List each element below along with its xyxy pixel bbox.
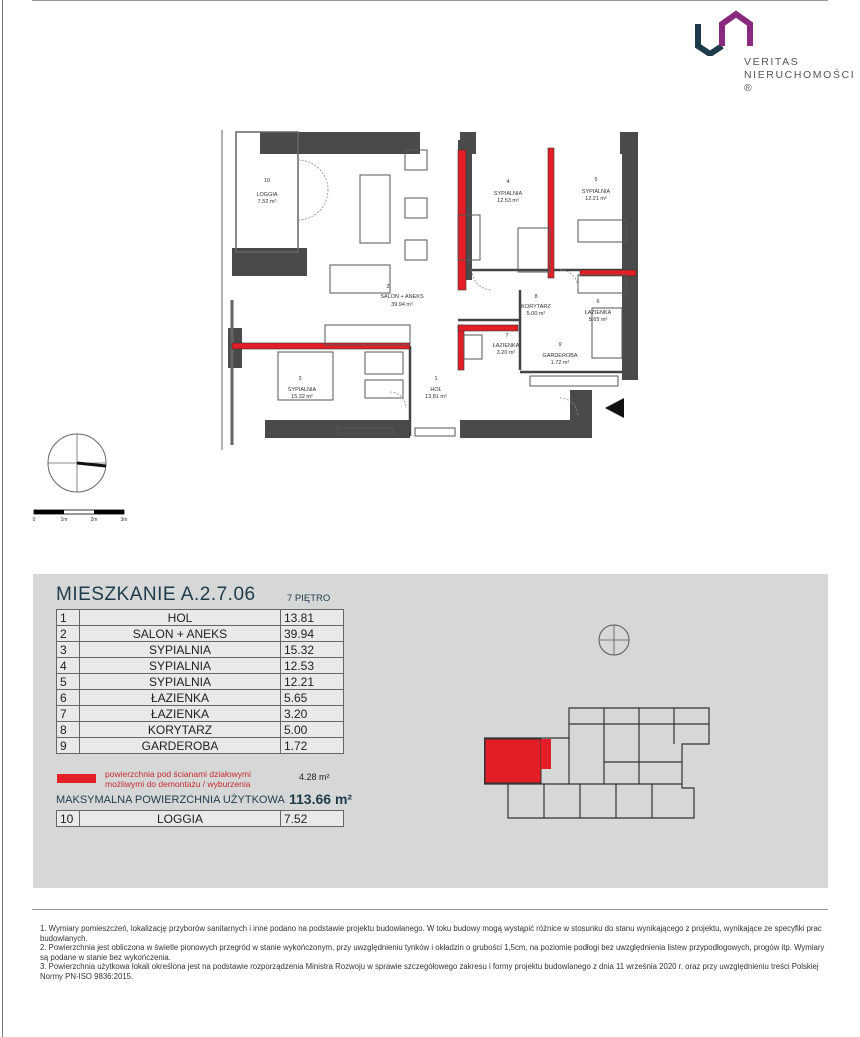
room-no: 8 [57, 722, 80, 738]
compass-icon [44, 430, 110, 496]
label-no-7: 7 [505, 333, 509, 339]
room-no: 3 [57, 642, 80, 658]
table-row [57, 722, 344, 738]
legend-line-2: możliwymi do demontażu / wyburzenia [105, 779, 251, 789]
label-no-5: 5 [594, 177, 598, 183]
room-area: 5.65 [281, 690, 344, 706]
label-korytarz: KORYTARZ [521, 304, 551, 310]
building-key-plan [484, 704, 714, 822]
loggia-area: 7.52 [281, 811, 344, 827]
room-name: HOL [80, 610, 281, 626]
label-lazienka-7-area: 3.20 m² [496, 350, 516, 356]
label-sypialnia-5: SYPIALNIA [581, 189, 611, 195]
label-sypialnia-4: SYPIALNIA [493, 191, 523, 197]
room-name: SYPIALNIA [80, 658, 281, 674]
room-area: 1.72 [281, 738, 344, 754]
max-area-label: MAKSYMALNA POWIERZCHNIA UŻYTKOWA [56, 794, 285, 806]
label-no-2: 2 [386, 284, 390, 290]
room-area: 13.81 [281, 610, 344, 626]
label-sypialnia-4-area: 12.53 m² [497, 198, 519, 204]
footnotes [40, 924, 825, 982]
logo-line-2: NIERUCHOMOŚCI ® [744, 69, 856, 94]
room-name: ŁAZIENKA [80, 706, 281, 722]
footnote-1: 1. Wymiary pomieszczeń, lokalizację przyborów sanitarnych i inne podano na podstawie projektu budowlanego. W toku budowy mogą wystąpić różnice w stosunku do stanu wynikającego z projektu, wynikające ze specyfiki prac budowlanych. [40, 924, 822, 943]
table-row [57, 706, 344, 722]
rooms-table [56, 609, 344, 754]
floor-plan [210, 120, 650, 460]
label-no-9: 9 [558, 342, 562, 348]
room-area: 3.20 [281, 706, 344, 722]
room-name: SYPIALNIA [80, 642, 281, 658]
label-hol-area: 13.81 m² [425, 394, 447, 400]
room-area: 12.21 [281, 674, 344, 690]
table-row [57, 642, 344, 658]
room-area: 5.00 [281, 722, 344, 738]
scale-bar [32, 508, 132, 528]
label-korytarz-area: 5.00 m² [526, 311, 546, 317]
label-sypialnia-3-area: 15.32 m² [291, 394, 313, 400]
label-no-6: 6 [596, 299, 600, 305]
label-no-3: 3 [298, 376, 302, 382]
room-name: KORYTARZ [80, 722, 281, 738]
table-row [57, 811, 344, 827]
room-name: SYPIALNIA [80, 674, 281, 690]
room-area: 39.94 [281, 626, 344, 642]
room-area: 12.53 [281, 658, 344, 674]
page-border-left [2, 0, 3, 1037]
room-no: 1 [57, 610, 80, 626]
legend-line-1: powierzchnia pod ścianami działowymi [105, 769, 251, 779]
table-row [57, 658, 344, 674]
label-hol: HOL [430, 387, 442, 393]
label-lazienka-6: ŁAZIENKA [584, 310, 612, 316]
room-name: GARDEROBA [80, 738, 281, 754]
footnote-2: 2. Powierzchnia jest obliczona w świetle pionowych przegród w stanie wykończonym, przy uwzględnieniu tynków i okładzin o grubości 1,5cm, na poziomie podłogi bez uwzględnienia listew przypodłogowych, progów itp. Wymiary są podane w stanie bez wykończenia. [40, 943, 825, 962]
label-lazienka-7: ŁAZIENKA [492, 343, 520, 349]
logo-wordmark [744, 56, 860, 95]
removable-walls-area: 4.28 m² [299, 772, 330, 782]
loggia-table [56, 810, 344, 827]
scale-tick-3: 3m [120, 517, 128, 523]
veritas-logo-icon [694, 10, 754, 56]
scale-tick-2: 2m [90, 517, 98, 523]
removable-walls-swatch [57, 774, 96, 783]
label-no-10: 10 [263, 178, 271, 184]
label-no-8: 8 [534, 294, 538, 300]
label-lazienka-6-area: 5.65 m² [588, 317, 608, 323]
footer-divider [32, 909, 828, 910]
compass-small-icon [596, 622, 632, 658]
label-garderoba: GARDEROBA [542, 353, 578, 359]
loggia-name: LOGGIA [80, 811, 281, 827]
room-no: 4 [57, 658, 80, 674]
page-border-top [32, 0, 828, 1]
scale-tick-0: 0 [32, 517, 36, 523]
table-row [57, 738, 344, 754]
label-loggia: LOGGIA [256, 192, 278, 198]
room-no: 7 [57, 706, 80, 722]
label-no-1: 1 [434, 376, 438, 382]
label-sypialnia-3: SYPIALNIA [287, 387, 317, 393]
label-salon: SALON + ANEKS [380, 294, 424, 300]
room-no: 6 [57, 690, 80, 706]
room-name: ŁAZIENKA [80, 690, 281, 706]
scale-tick-1: 1m [60, 517, 68, 523]
logo-line-1: VERITAS [744, 56, 800, 68]
table-row [57, 610, 344, 626]
removable-walls-legend [105, 769, 251, 789]
room-no: 2 [57, 626, 80, 642]
label-salon-area: 39.94 m² [391, 302, 413, 308]
max-area-value: 113.66 m² [289, 791, 353, 807]
label-sypialnia-5-area: 12.21 m² [585, 196, 607, 202]
label-loggia-area: 7.52 m² [257, 199, 277, 205]
table-row [57, 626, 344, 642]
room-no: 5 [57, 674, 80, 690]
room-no: 9 [57, 738, 80, 754]
room-name: SALON + ANEKS [80, 626, 281, 642]
loggia-no: 10 [57, 811, 80, 827]
footnote-3: 3. Powierzchnia użytkowa lokali określona jest na podstawie rozporządzenia Ministra Rozwoju w sprawie szczegółowego zakresu i formy projektu budowlanego z dnia 11 września 2020 r. oraz przy uwzględnieniu treści Polskiej Normy PN-ISO 9836:2015. [40, 962, 819, 981]
label-no-4: 4 [506, 179, 510, 185]
apartment-floor: 7 PIĘTRO [287, 593, 331, 604]
table-row [57, 674, 344, 690]
apartment-title: MIESZKANIE A.2.7.06 [56, 584, 256, 605]
room-area: 15.32 [281, 642, 344, 658]
label-garderoba-area: 1.72 m² [550, 360, 570, 366]
table-row [57, 690, 344, 706]
